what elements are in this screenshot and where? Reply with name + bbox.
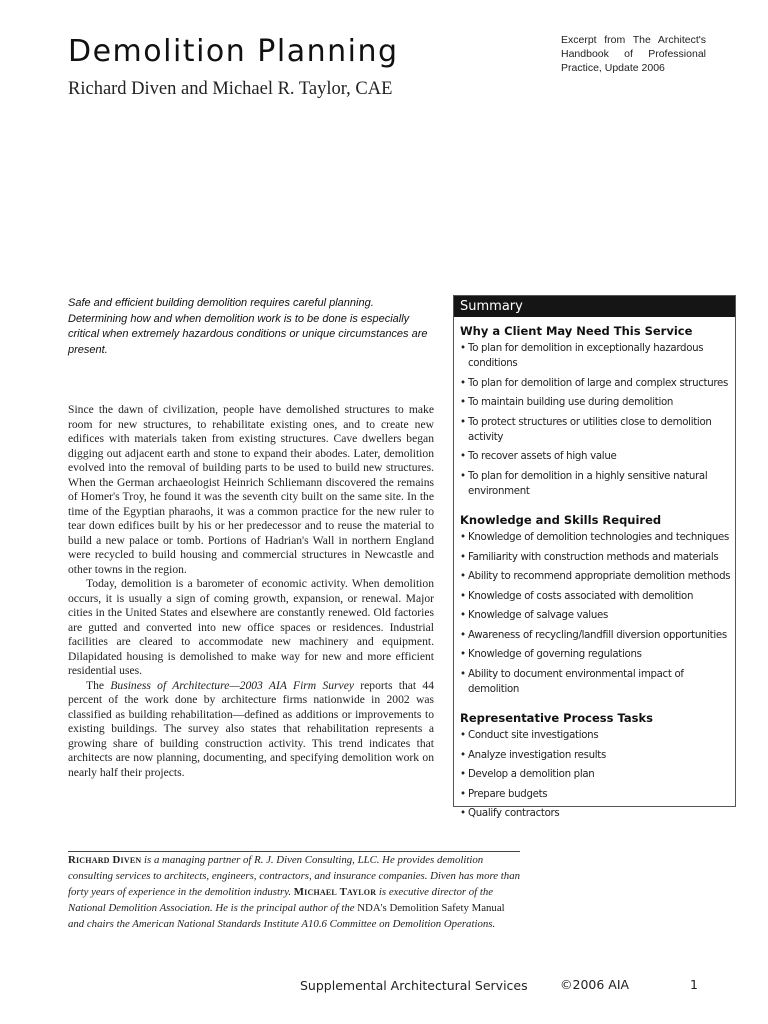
nda-abbrev: NDA's xyxy=(357,902,387,914)
list-item: • To protect structures or utilities close to demolition activity xyxy=(460,415,735,445)
body-paragraph-2: Today, demolition is a barometer of economic activity. When demolition occurs, it is usually a sign of coming growth, expansion, or renewal. Major cities in the United States and elsewhere are constantly renewed. Old factories are gutted and converted into new office spaces or residences. Industrial facilities are cleared to accommodate new machinery and equipment. Dilapidated housing is demolished to make way for new and more efficient residential uses. xyxy=(68,577,434,677)
knowledge-list xyxy=(460,530,735,697)
list-item: • Develop a demolition plan xyxy=(460,767,735,782)
process-tasks-list xyxy=(460,728,735,821)
list-item: • To recover assets of high value xyxy=(460,449,735,464)
list-item: • To plan for demolition in a highly sensitive natural environment xyxy=(460,469,735,499)
summary-heading: Summary xyxy=(454,296,735,317)
list-item: • To maintain building use during demolition xyxy=(460,395,735,410)
section-title-process-tasks: Representative Process Tasks xyxy=(460,711,653,725)
document-title: Demolition Planning xyxy=(68,34,399,69)
list-item: • Ability to recommend appropriate demolition methods xyxy=(460,569,735,584)
author-name-diven: Richard Diven xyxy=(68,854,142,866)
list-item: • Prepare budgets xyxy=(460,787,735,802)
paragraph-3-lead: The xyxy=(86,678,111,692)
list-item: • Conduct site investigations xyxy=(460,728,735,743)
section-title-knowledge: Knowledge and Skills Required xyxy=(460,513,662,527)
section-title-client-need: Why a Client May Need This Service xyxy=(460,324,693,338)
survey-title: Business of Architecture—2003 AIA Firm Survey xyxy=(110,678,354,692)
list-item: • Familiarity with construction methods and materials xyxy=(460,550,735,565)
footnote-text-3: and chairs the American National Standards Institute A10.6 Committee on Demolition Operations. xyxy=(68,918,496,930)
footer-copyright: ©2006 AIA xyxy=(560,977,630,992)
list-item: • To plan for demolition of large and complex structures xyxy=(460,376,735,391)
paragraph-3-rest: reports that 44 percent of the work done by architecture firms nationwide in 2002 was classified as building rehabilitation—defined as additions or improvements to existing buildings. The survey also states that rehabilitation represents a growing share of building construction activity. This trend indicates that architects are now planning, documenting, and specifying demolition work on nearly half their projects. xyxy=(68,678,434,779)
list-item: • Knowledge of demolition technologies and techniques xyxy=(460,530,735,545)
list-item: • Awareness of recycling/landfill diversion opportunities xyxy=(460,628,735,643)
manual-title: Demolition Safety Manual xyxy=(386,902,505,914)
authors-line: Richard Diven and Michael R. Taylor, CAE xyxy=(68,79,393,99)
list-item: • Analyze investigation results xyxy=(460,748,735,763)
page-number: 1 xyxy=(690,977,698,992)
list-item: • Knowledge of governing regulations xyxy=(460,647,735,662)
footnote-text-2: is executive director of the National Demolition Association. He is the principal author of the xyxy=(68,886,494,914)
list-item: • Knowledge of salvage values xyxy=(460,608,735,623)
body-paragraph-1: Since the dawn of civilization, people have demolished structures to make room for new structures, to rehabilitate existing ones, and to create new edifices with materials taken from existing structures. Cave dwellers began digging out adjacent earth and stone to expand their abodes. Later, demolition evolved into the removal of building parts to be used to build new structures. When the German archaeologist Heinrich Schliemann discovered the remains of Homer's Troy, he found it was the seventh city built on the same site. In the time of the Egyptian pharaohs, it was a common practice for the new ruler to tear down edifices built by his or her predecessor and to reuse the material to build a new palace or tomb. Portions of Hadrian's Wall in northern England were recycled to build housing and commercial structures in Newcastle and other towns in the region. xyxy=(68,403,434,576)
list-item: • Ability to document environmental impact of demolition xyxy=(460,667,735,697)
summary-box xyxy=(453,295,736,819)
author-footnote xyxy=(68,852,520,932)
client-need-list xyxy=(460,341,735,499)
author-name-taylor: Michael Taylor xyxy=(293,886,377,898)
footnote-text-1: is a managing partner of R. J. Diven Consulting, LLC. He provides demolition consulting services to architects, engineers, contractors, and insurance companies. Diven has more than forty years of experience in the demolition industry. xyxy=(68,854,520,898)
body-paragraph-3 xyxy=(68,679,434,781)
excerpt-note: Excerpt from The Architect's Handbook of Professional Practice, Update 2006 xyxy=(561,34,706,74)
footer-section-name: Supplemental Architectural Services xyxy=(300,978,528,993)
list-item: • To plan for demolition in exceptionally hazardous conditions xyxy=(460,341,735,371)
intro-abstract: Safe and efficient building demolition requires careful planning. Determining how and when demolition work is to be done is especially critical when extremely hazardous conditions or unique circumstances are present. xyxy=(68,297,428,356)
list-item: • Knowledge of costs associated with demolition xyxy=(460,589,735,604)
body-text xyxy=(68,403,434,780)
list-item: • Qualify contractors xyxy=(460,806,735,821)
